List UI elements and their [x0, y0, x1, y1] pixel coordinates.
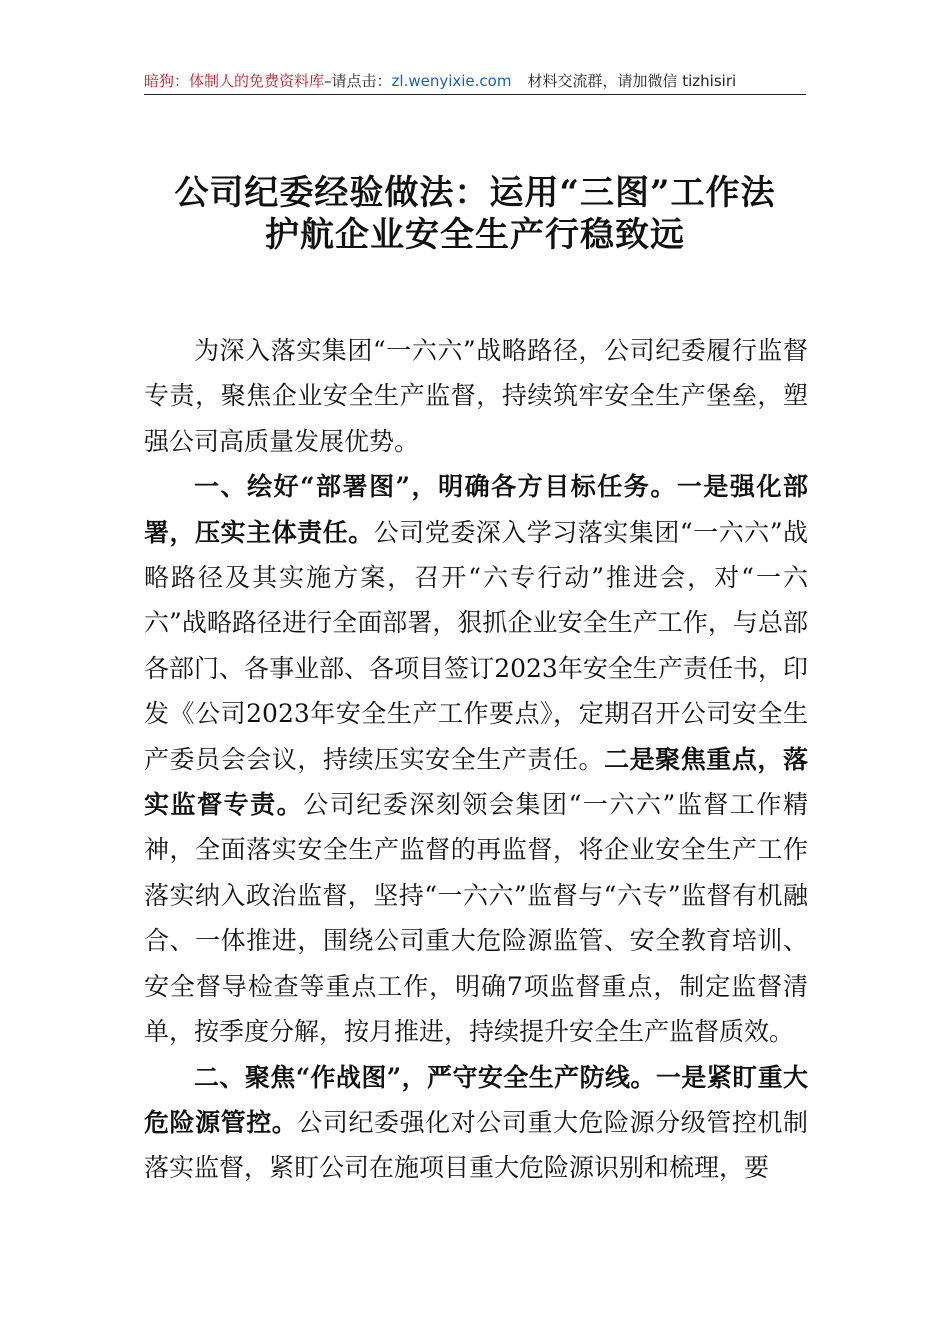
document-body [144, 328, 808, 1191]
section-1-heading: 一、绘好“部署图”，明确各方目标任务。 [194, 472, 677, 502]
document-title-line-2: 护航企业安全生产行稳致远 [265, 215, 685, 255]
header-contact: 材料交流群，请加微信 tizhisiri [527, 72, 737, 90]
section-1-paragraph [144, 464, 808, 1054]
section-2-heading: 二、聚焦“作战图”，严守安全生产防线。 [194, 1062, 656, 1092]
header-link[interactable]: zl.wenyixie.com [391, 72, 512, 90]
section-1-text-1: 公司党委深入学习落实集团“一六六”战略路径及其实施方案，召开“六专行动”推进会，对“一六六”战略路径进行全面部署，狠抓企业安全生产工作，与总部各部门、各事业部、各项目签订2023年安全生产责任书，印发《公司2023年安全生产工作要点》，定期召开公司安全生产委员会会议，持续压实安全生产责任。 [144, 517, 808, 774]
section-2-paragraph [144, 1055, 808, 1191]
section-2-lead-1: 一是紧盯重大危险源管控。 [144, 1062, 808, 1137]
header-prompt: –请点击： [324, 72, 392, 90]
section-1-lead-2: 二是聚焦重点，落实监督专责。 [144, 744, 808, 820]
section-1-text-2: 公司纪委深刻领会集团“一六六”监督工作精神，全面落实安全生产监督的再监督，将企业安全生产工作落实纳入政治监督，坚持“一六六”监督与“六专”监督有机融合、一体推进，围绕公司重大危险源监管、安全教育培训、安全督导检查等重点工作，明确7项监督重点，制定监督清单，按季度分解，按月推进，持续提升安全生产监督质效。 [144, 790, 808, 1047]
header-label: 暗狗：体制人的免费资料库 [144, 72, 325, 90]
document-title-line-1: 公司纪委经验做法：运用“三图”工作法 [174, 173, 776, 213]
section-2-text-1: 公司纪委强化对公司重大危险源分级管控机制落实监督，紧盯公司在施项目重大危险源识别和梳理，要 [144, 1107, 808, 1183]
page-header [144, 70, 806, 95]
intro-paragraph: 为深入落实集团“一六六”战略路径，公司纪委履行监督专责，聚焦企业安全生产监督，持续筑牢安全生产堡垒，塑强公司高质量发展优势。 [144, 336, 808, 456]
section-1-lead-1: 一是强化部署，压实主体责任。 [144, 472, 808, 547]
